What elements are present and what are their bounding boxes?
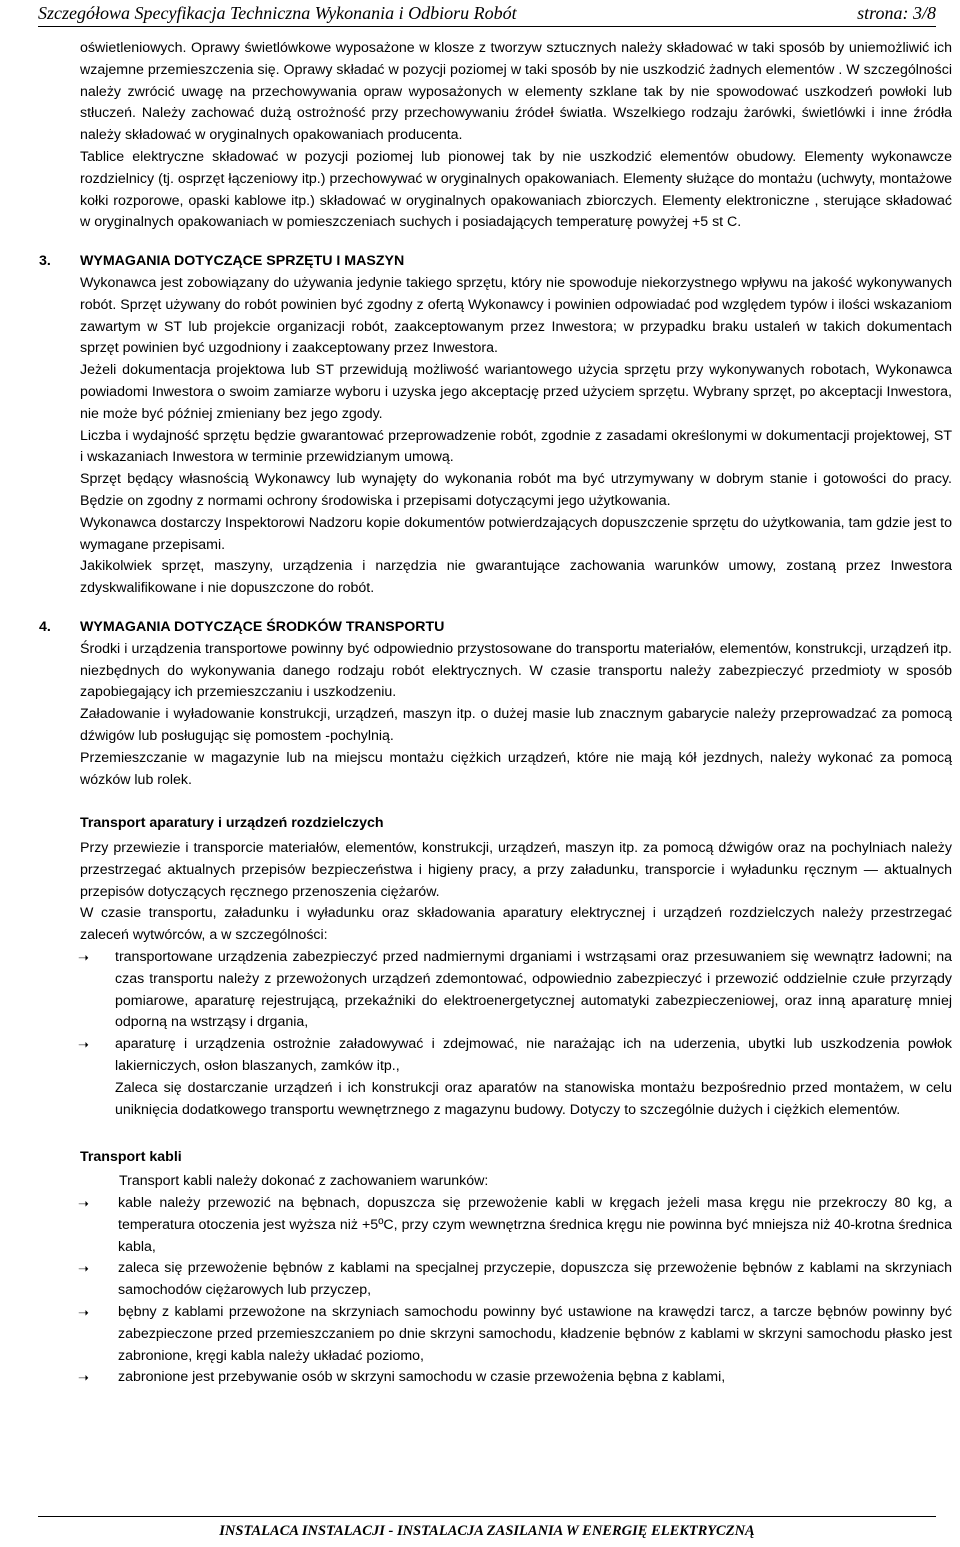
section-4: [39, 617, 952, 791]
section-number: 3.: [39, 253, 51, 270]
arrow-bullet-icon: ➝: [78, 950, 89, 966]
body-paragraph: Wykonawca dostarczy Inspektorowi Nadzoru kopie dokumentów potwierdzających dopuszczenie sprzętu do użytkowania, tam gdzie jest to wymagane przepisami.: [80, 514, 952, 553]
body-paragraph: Wykonawca jest zobowiązany do używania jedynie takiego sprzętu, który nie spowoduje niekorzystnego wpływu na jakość wykonywanych robót. Sprzęt używany do robót powinien być zgodny z ofertą Wykonawcy i powinien odpowiadać pod względem typów i ilości wskazaniom zawartym w ST lub projekcie organizacji robót, zaakceptowanym przez Inwestora; w przypadku braku ustaleń w takich dokumentach sprzęt powinien być uzgodniony i zaakceptowany przez Inwestora.: [80, 274, 952, 357]
aparatura-bullet-list: [80, 947, 952, 1078]
list-item-text: zabronione jest przebywanie osób w skrzyni samochodu w czasie przewożenia bębna z kablami,: [118, 1369, 726, 1386]
document-title: Szczegółowa Specyfikacja Techniczna Wykonania i Odbioru Robót: [38, 2, 517, 23]
kable-bullet-list: [80, 1193, 952, 1389]
body-paragraph: Liczba i wydajność sprzętu będzie gwarantować przeprowadzenie robót, zgodnie z zasadami określonymi w dokumentacji projektowej, ST i wskazaniach Inwestora w terminie przewidzianym umową.: [80, 427, 952, 466]
body-paragraph: Sprzęt będący własnością Wykonawcy lub wynajęty do wykonania robót ma być utrzymywany w dobrym stanie i gotowości do pracy. Będzie on zgodny z normami ochrony środowiska i przepisami dotyczącymi jego użytkowania.: [80, 471, 952, 509]
list-item: [80, 1193, 952, 1258]
page-footer: [38, 1516, 936, 1547]
subsection-heading-aparatura: Transport aparatury i urządzeń rozdzielczych: [80, 815, 384, 832]
arrow-bullet-icon: ➝: [78, 1196, 89, 1212]
subsection-heading-kable: Transport kabli: [80, 1149, 182, 1166]
page-header: [38, 0, 936, 27]
section-title: WYMAGANIA DOTYCZĄCE ŚRODKÓW TRANSPORTU: [80, 618, 445, 635]
list-item: [80, 1302, 952, 1367]
body-paragraph: oświetleniowych. Oprawy świetlówkowe wyposażone w klosze z tworzyw sztucznych należy składować w taki sposób by uniemożliwić ich wzajemne przemieszczenia się. Oprawy składać w pozycji poziomej w taki sposób by nie uszkodzić żadnych elementów . W szczególności należy zwrócić uwagę na przechowywania opraw wyposażonych w elementy szklane tak by nie spowodować uszkodzeń powłoki lub stłuczeń. Należy zachować dużą ostrożność przy przechowywaniu źródeł światła. Wszelkiego rodzaju żarówki, świetlówki i inne źródła należy składować w oryginalnych opakowaniach producenta.: [80, 40, 952, 144]
list-item-text: bębny z kablami przewożone na skrzyniach samochodu powinny być ustawione na krawędzi tarcz, a tarcze bębnów powinny być zabezpieczone przed przemieszczaniem po dnie skrzyni samochodu, kładzenie bębnów z kablami w skrzyni samochodu płasko jest zabronione, kręgi kabla należy układać poziomo,: [118, 1304, 952, 1364]
body-paragraph: Jakikolwiek sprzęt, maszyny, urządzenia i narzędzia nie gwarantujące zachowania warunków umowy, zostaną przez Inwestora zdyskwalifikowane i nie dopuszczone do robót.: [80, 558, 952, 597]
document-body: [39, 38, 952, 1389]
list-item-text: aparaturę i urządzenia ostrożnie załadowywać i zdejmować, nie narażając ich na uderzenia, ubytki lub uszkodzenia powłok lakierniczych, osłon blaszanych, zamków itp.,: [115, 1036, 952, 1075]
section-3: [39, 251, 952, 600]
body-paragraph: Środki i urządzenia transportowe powinny być odpowiednio przystosowane do transportu materiałów, elementów, konstrukcji, urządzeń itp. niezbędnych do wykonywania danego rodzaju robót elektrycznych. W czasie transportu należy zabezpieczyć przedmioty w sposób zapobiegający ich przemieszczaniu i uszkodzeniu.: [80, 640, 952, 701]
body-paragraph: Transport kabli należy dokonać z zachowaniem warunków:: [119, 1173, 489, 1190]
body-paragraph: Zaleca się dostarczanie urządzeń i ich konstrukcji oraz aparatów na stanowiska montażu bezpośrednio przed montażem, w celu uniknięcia dodatkowego transportu wewnętrznego z magazynu budowy. Dotyczy to szczególnie dużych i ciężkich elementów.: [115, 1079, 952, 1118]
list-item-text: transportowane urządzenia zabezpieczyć przed nadmiernymi drganiami i wstrząsami oraz przesuwaniem się wewnątrz ładowni; na czas transportu należy z przewożonych urządzeń zdemontować, odpowiednio zabezpieczyć i przewozić oddzielnie czułe przyrządy pomiarowe, aparaturę rejestrującą, przekaźniki do elektroenergetycznej automatyki zabezpieczeniowej, oraz inną aparaturę mniej odporną na wstrząsy i drgania,: [115, 949, 952, 1031]
arrow-bullet-icon: ➝: [78, 1370, 89, 1386]
list-item: [80, 1034, 952, 1078]
body-paragraph: Tablice elektryczne składować w pozycji poziomej lub pionowej tak by nie uszkodzić elementów obudowy. Elementy wykonawcze rozdzielnicy (tj. osprzęt łączeniowy itp.) przechowywać w oryginalnych opakowaniach. Elementy służące do montażu (uchwyty, montażowe kołki rozporowe, opaski kablowe itp.) składować w oryginalnych opakowaniach zbiorczych. Elementy elektroniczne , sterujące składować w oryginalnych opakowaniach w pomieszczeniach suchych i posiadających temperaturę powyżej +5 st C.: [80, 148, 952, 231]
list-item-text: kable należy przewozić na bębnach, dopuszcza się przewożenie kabli w kręgach jeżeli masa kręgu nie przekroczy 80 kg, a temperatura otoczenia jest wyższa niż +5ºC, przy czym wewnętrzna średnica kręgu nie powinna być mniejsza niż 40-krotna średnica kabla,: [118, 1195, 952, 1255]
body-paragraph: Załadowanie i wyładowanie konstrukcji, urządzeń, maszyn itp. o dużej masie lub znacznym gabarycie należy przeprowadzać za pomocą dźwigów lub posługując się pomostem -pochylnią.: [80, 706, 952, 744]
section-title: WYMAGANIA DOTYCZĄCE SPRZĘTU I MASZYN: [80, 253, 405, 270]
section-heading: [39, 617, 952, 639]
footer-text: INSTALACA INSTALACJI - INSTALACJA ZASILANIA W ENERGIĘ ELEKTRYCZNĄ: [219, 1523, 755, 1539]
body-paragraph: Przemieszczanie w magazynie lub na miejscu montażu ciężkich urządzeń, które nie mają kół jezdnych, należy wykonać za pomocą wózków lub rolek.: [80, 749, 952, 788]
arrow-bullet-icon: ➝: [78, 1305, 89, 1321]
arrow-bullet-icon: ➝: [78, 1261, 89, 1277]
list-item-text: zaleca się przewożenie bębnów z kablami na specjalnej przyczepie, dopuszcza się przewożenie bębnów z kablami na skrzyniach samochodów ciężarowych lub przyczep,: [118, 1260, 952, 1299]
body-paragraph: Przy przewiezie i transporcie materiałów, elementów, konstrukcji, urządzeń, maszyn itp. za pomocą dźwigów oraz na pochylniach należy przestrzegać aktualnych przepisów bezpieczeństwa i higieny pracy, a przy załadunku, transporcie i wyładunku ręcznym — aktualnych przepisów dotyczących ręcznego przenoszenia ciężarów.: [80, 840, 952, 900]
body-paragraph: Jeżeli dokumentacja projektowa lub ST przewidują możliwość wariantowego użycia sprzętu przy wykonywanych robotach, Wykonawca powiadomi Inwestora o swoim zamiarze wyboru i uzyska jego akceptację przed użyciem sprzętu. Wybrany sprzęt, po akceptacji Inwestora, nie może być później zmieniany bez jego zgody.: [80, 362, 952, 422]
list-item: [80, 1367, 952, 1389]
list-item: [80, 947, 952, 1034]
list-item: [80, 1258, 952, 1302]
page-number: strona: 3/8: [857, 2, 936, 23]
section-heading: [39, 251, 952, 273]
section-number: 4.: [39, 618, 51, 635]
arrow-bullet-icon: ➝: [78, 1037, 89, 1053]
body-paragraph: W czasie transportu, załadunku i wyładunku oraz składowania aparatury elektrycznej i urządzeń rozdzielczych należy przestrzegać zaleceń wytwórców, a w szczególności:: [80, 905, 952, 944]
